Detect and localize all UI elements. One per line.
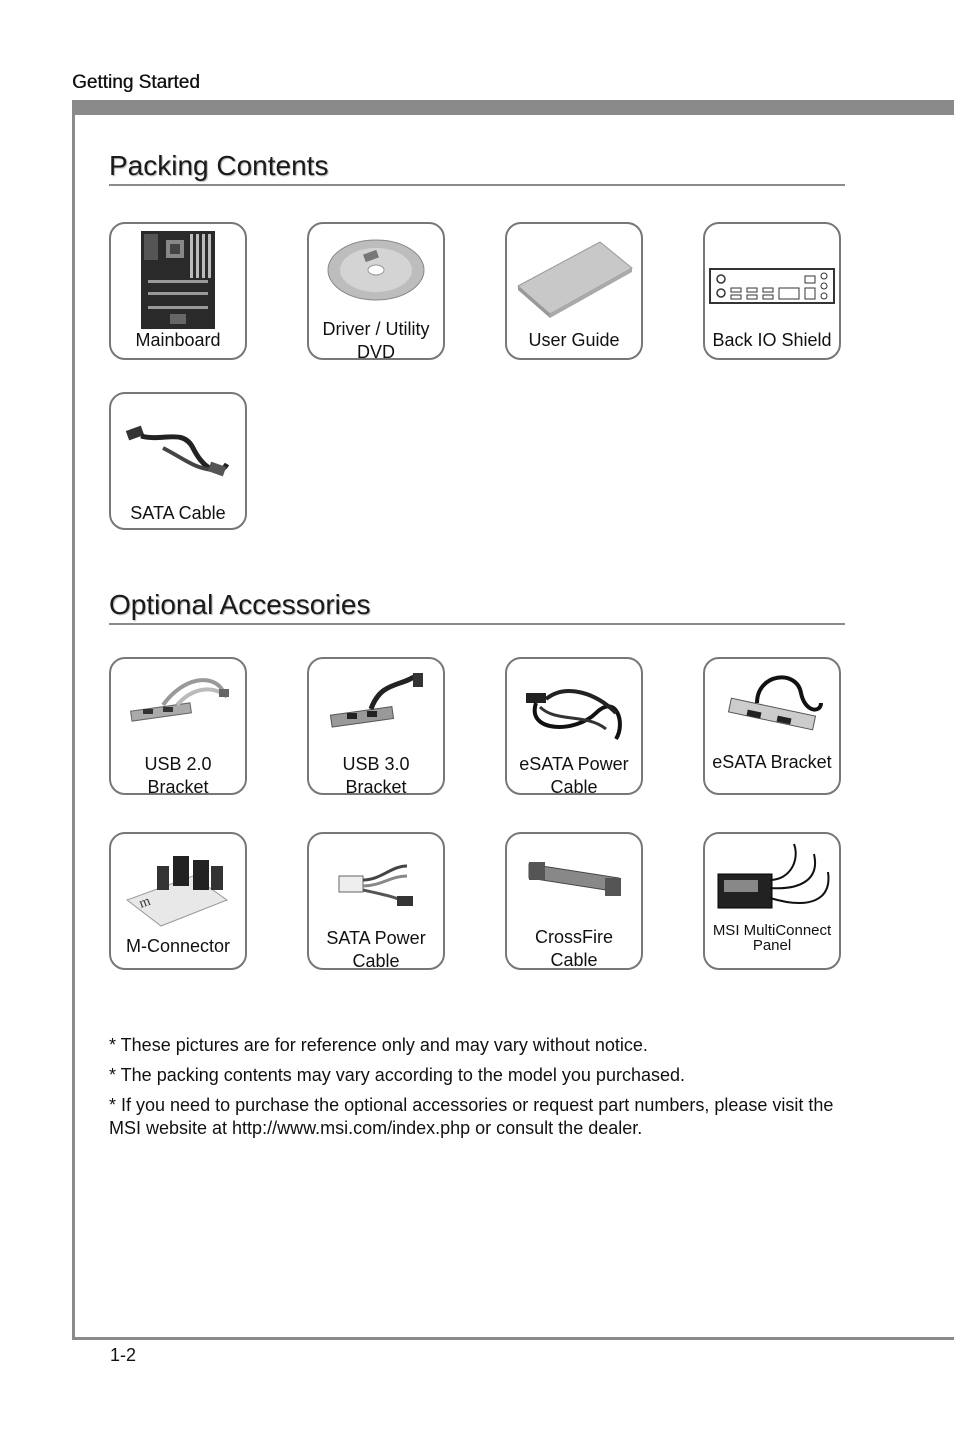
item-m-connector [109, 832, 247, 970]
optional-accessories-title: Optional Accessories [109, 589, 371, 620]
item-user-guide [505, 222, 643, 360]
esata-power-cable-icon [516, 673, 632, 743]
item-label: Driver / Utility DVD [322, 319, 430, 362]
item-label: eSATA Bracket [712, 752, 832, 772]
footer-rule [72, 1337, 954, 1340]
item-crossfire-cable [505, 832, 643, 970]
header-bar [72, 100, 954, 115]
dvd-icon [326, 234, 426, 302]
item-sata-cable [109, 392, 247, 530]
item-back-io-shield [703, 222, 841, 360]
item-usb-3-0-bracket [307, 657, 445, 795]
item-label: Mainboard [135, 330, 221, 350]
sata-cable-icon [123, 408, 233, 484]
sata-power-cable-icon [331, 856, 421, 916]
io-shield-icon [709, 268, 835, 304]
item-driver-utility-dvd [307, 222, 445, 360]
item-label: Back IO Shield [712, 330, 832, 350]
usb2-bracket-icon [123, 677, 233, 737]
packing-contents-rule [109, 184, 845, 186]
item-label: USB 3.0 Bracket [342, 754, 410, 797]
item-label: M-Connector [125, 936, 231, 956]
item-esata-bracket [703, 657, 841, 795]
note-reference: * These pictures are for reference only and may vary without notice. [109, 1035, 648, 1055]
item-label: SATA Power Cable [326, 928, 426, 971]
item-label: USB 2.0 Bracket [144, 754, 212, 797]
mainboard-icon [140, 230, 216, 330]
left-margin-rule [72, 100, 75, 1340]
item-msi-multiconnect-panel [703, 832, 841, 970]
item-label: SATA Cable [130, 503, 226, 523]
esata-bracket-icon [717, 673, 827, 743]
item-usb-2-0-bracket [109, 657, 247, 795]
crossfire-cable-icon [519, 852, 629, 912]
note-purchase: * If you need to purchase the optional accessories or request part numbers, please visit the MSI website at http://www.msi.com/index.php or consult the dealer. [109, 1095, 834, 1138]
packing-contents-title: Packing Contents [109, 150, 329, 181]
multiconnect-panel-icon [710, 840, 834, 924]
note-model: * The packing contents may vary according to the model you purchased. [109, 1065, 685, 1085]
running-head: Getting Started [72, 72, 200, 93]
user-guide-icon [514, 238, 634, 318]
item-label: CrossFire Cable [534, 927, 613, 970]
item-label: User Guide [528, 330, 620, 350]
usb3-bracket-icon [321, 671, 431, 737]
item-sata-power-cable [307, 832, 445, 970]
svg-text:m: m [137, 893, 153, 912]
item-mainboard [109, 222, 247, 360]
m-connector-icon [123, 850, 233, 930]
item-esata-power-cable [505, 657, 643, 795]
item-label: MSI MultiConnect Panel [712, 922, 832, 954]
page-number: 1-2 [110, 1345, 137, 1365]
item-label: eSATA Power Cable [519, 754, 629, 797]
optional-accessories-rule [109, 623, 845, 625]
